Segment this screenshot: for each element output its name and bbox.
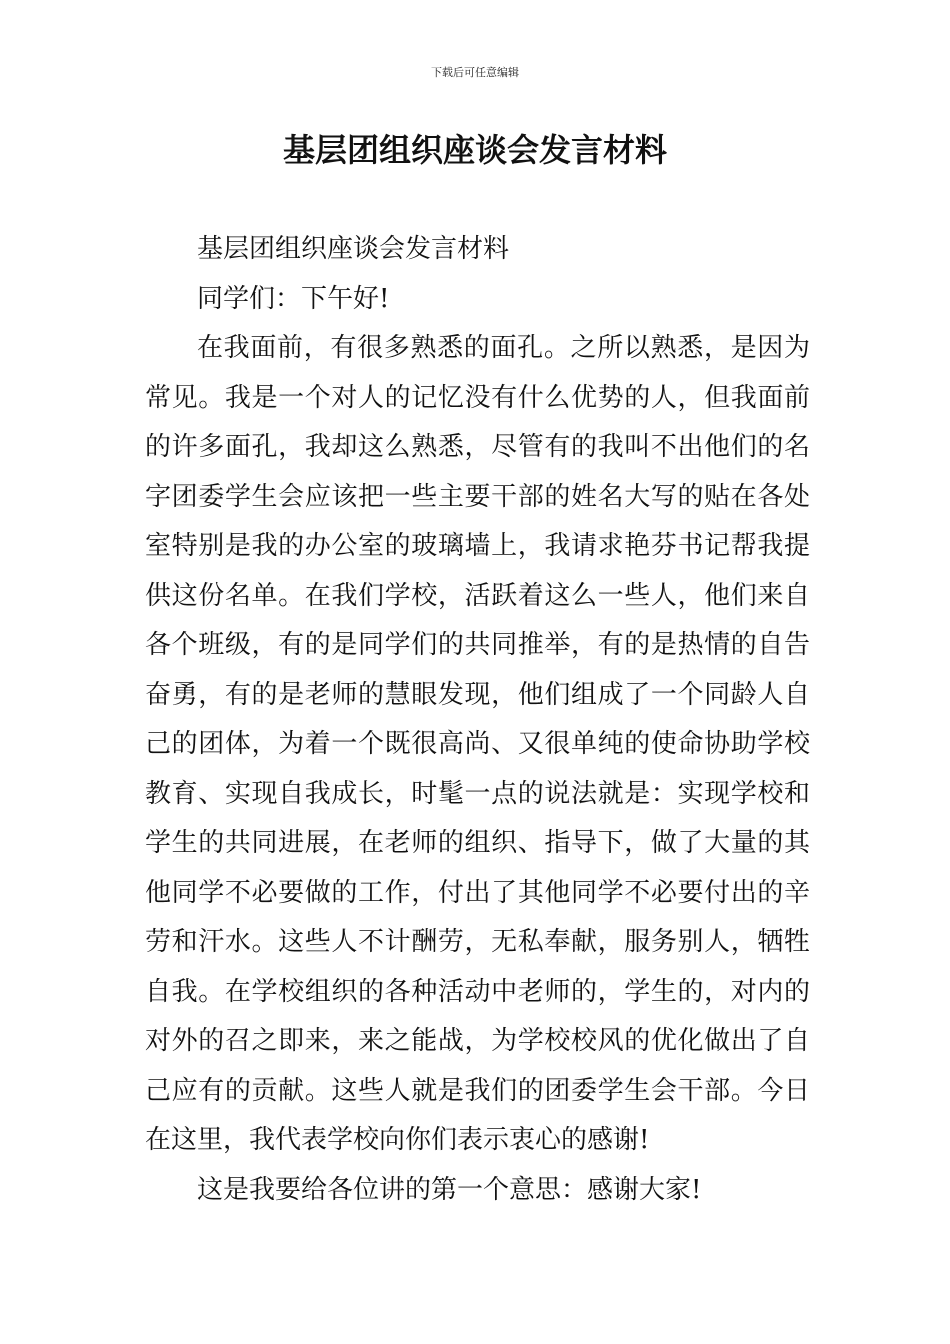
paragraph-subtitle: 基层团组织座谈会发言材料 [197,234,510,264]
paragraph-greeting: 同学们：下午好! [197,283,390,314]
paragraph-main: 在我面前，有很多熟悉的面孔。之所以熟悉，是因为常见。我是一个对人的记忆没有什么优势的人，但我面前的许多面孔，我却这么熟悉，尽管有的我叫不出他们的名字团委学生会应该把一些主要干部的姓名大写的贴在各处室特别是我的办公室的玻璃墙上，我请求艳芬书记帮我提供这份名单。在我们学校，活跃着这么一些人，他们来自各个班级，有的是同学们的共同推举，有的是热情的自告奋勇，有的是老师的慧眼发现，他们组成了一个同龄人自己的团体，为着一个既很高尚、又很单纯的使命协助学校教育、实现自我成长，时髦一点的说法就是：实现学校和学生的共同进展，在老师的组织、指导下，做了大量的其他同学不必要做的工作，付出了其他同学不必要付出的辛劳和汗水。这些人不计酬劳，无私奉献，服务别人，牺牲自我。在学校组织的各种活动中老师的，学生的，对内的对外的召之即来，来之能战，为学校校风的优化做出了自己应有的贡献。这些人就是我们的团委学生会干部。今日在这里，我代表学校向你们表示衷心的感谢! [145,333,810,1155]
document-title: 基层团组织座谈会发言材料 [282,131,667,169]
document-body [145,225,810,1215]
page-header-note: 下载后可任意编辑 [431,66,519,79]
paragraph-closing: 这是我要给各位讲的第一个意思：感谢大家! [197,1174,702,1205]
